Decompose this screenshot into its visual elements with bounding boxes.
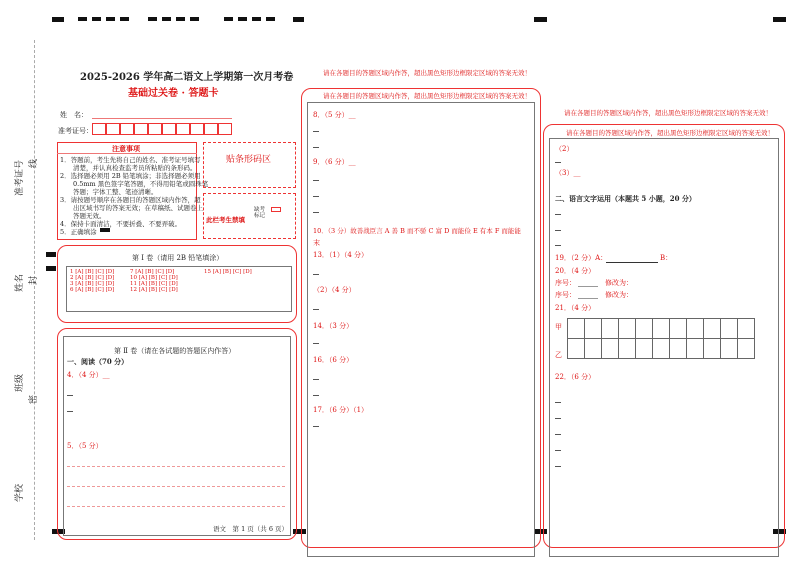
q8-label: 8．（5 分）__ <box>313 111 356 119</box>
q14-label: 14．（3 分） <box>313 322 354 330</box>
part1-title: 一、阅读（70 分） <box>67 357 129 366</box>
name-field[interactable] <box>92 118 232 119</box>
q13-2-label: （2）（4 分） <box>313 286 356 294</box>
timing-mark <box>46 266 56 271</box>
warning-top-col3: 请在各题目的答题区域内作答，超出黑色矩形边框限定区域的答案无效！ <box>564 109 772 117</box>
timing-mark <box>773 17 786 22</box>
timing-mark <box>238 17 247 21</box>
section2-title: 第 Ⅱ 卷（请在各试题的答题区内作答） <box>114 347 236 355</box>
timing-mark <box>534 17 547 22</box>
q21-writing-grid[interactable] <box>567 318 755 359</box>
notice-title: 注意事项 <box>112 144 140 153</box>
q16-label: 16．（6 分） <box>313 356 354 364</box>
timing-mark <box>266 17 275 21</box>
side-label-exam-no: 准考证号 <box>15 159 25 196</box>
missing-label: 缺考 标记 <box>254 207 266 219</box>
timing-mark <box>78 17 87 21</box>
side-label-school: 学校 <box>15 483 25 502</box>
warning-col3: 请在各题目的答题区域内作答，超出黑色矩形边框限定区域的答案无效！ <box>566 129 774 137</box>
q19-label: 19．（2 分）A： <box>555 254 608 262</box>
timing-mark <box>190 17 199 21</box>
q20-seq-a-field[interactable] <box>578 286 598 287</box>
q9-label: 9．（6 分）__ <box>313 158 356 166</box>
timing-mark <box>148 17 157 21</box>
warning-col2: 请在各题目的答题区域内作答，超出黑色矩形边框限定区域的答案无效！ <box>323 92 531 100</box>
choice-col-1[interactable]: 1 [A] [B] [C] [D] 2 [A] [B] [C] [D] 3 [A] [B] [C] [D] 6 [A] [B] [C] [D] <box>70 269 115 293</box>
q22-label: 22．（6 分） <box>555 373 596 381</box>
forbidden-label: 此栏考生禁填 <box>206 216 245 224</box>
q17-label: 17．（6 分）（1） <box>313 406 369 414</box>
timing-mark <box>106 17 115 21</box>
name-label: 姓 名： <box>60 111 88 119</box>
notice-list: 1．答题前，考生先将自己的姓名、准考证号填写 清楚，并认真检查监考员所粘贴的条形码。 2．选择题必须用 2B 铅笔填涂；非选择题必须用 0.5mm 黑色签字笔答题，不得用铅笔或圆珠笔 答题；字体工整、笔迹清晰。 3．请按题号顺序在各题目的答题区域内作答，超 出区域书写的答案无效；在草稿纸、试题卷上 答题无效。 4．保持卡面清洁，不要折叠、不要弄破。 5．正确填涂 <box>60 156 209 236</box>
missing-mark-box[interactable] <box>271 207 281 212</box>
q20-fix-b: 修改为： <box>605 291 633 299</box>
q20-fix-a: 修改为： <box>605 279 633 287</box>
section1-title: 第 Ⅰ 卷（请用 2B 铅笔填涂） <box>132 254 224 262</box>
timing-mark <box>52 17 64 22</box>
q17-3-label: （3）__ <box>555 169 581 177</box>
exam-no-boxes[interactable] <box>92 123 240 135</box>
timing-mark <box>120 17 129 21</box>
q21-label: 21．（4 分） <box>555 304 596 312</box>
q13-label: 13．（1）（4 分） <box>313 251 369 259</box>
grid-row-label-2: 乙 <box>555 351 562 359</box>
choice-col-2[interactable]: 7 [A] [B] [C] [D] 10 [A] [B] [C] [D] 11 [A] [B] [C] [D] 12 [A] [B] [C] [D] <box>130 269 178 293</box>
side-label-name: 姓名 <box>15 273 25 292</box>
page-footer: 语文 第 1 页（共 6 页） <box>213 525 289 533</box>
q20-seq-a: 序号： <box>555 279 576 287</box>
timing-mark <box>162 17 171 21</box>
q10-label: 10．（3 分）故善战臣言 A 善 B 而不骄 C 富 D 而能俭 E 有本 F 而能能 <box>313 227 521 235</box>
exam-title: 2025-2026 学年高二语文上学期第一次月考卷 <box>80 72 294 83</box>
exam-no-label: 准考证号： <box>58 127 93 135</box>
q19-b-label: B： <box>660 254 673 262</box>
card-subtitle: 基础过关卷 · 答题卡 <box>128 88 219 99</box>
q17-2-label: （2） <box>555 145 574 153</box>
q4-label: 4．（4 分）__ <box>67 371 110 379</box>
timing-mark <box>224 17 233 21</box>
part2-title: 二、语言文字运用（本题共 5 小题，20 分） <box>555 194 696 203</box>
binding-line <box>34 40 35 540</box>
q5-label: 5．（5 分） <box>67 442 103 450</box>
timing-mark <box>92 17 101 21</box>
warning-top-col2: 请在各题目的答题区域内作答，超出黑色矩形边框限定区域的答案无效！ <box>323 69 531 77</box>
side-label-seal: 封 <box>29 275 39 285</box>
correct-fill-sample <box>100 228 110 232</box>
grid-row-label-1: 甲 <box>555 323 562 331</box>
q20-label: 20．（4 分） <box>555 267 596 275</box>
side-label-line: 线 <box>29 158 39 168</box>
timing-mark <box>293 17 304 22</box>
q20-seq-b: 序号： <box>555 291 576 299</box>
timing-mark <box>46 252 56 257</box>
timing-mark <box>252 17 261 21</box>
barcode-label: 贴条形码区 <box>226 155 272 165</box>
q20-seq-b-field[interactable] <box>578 298 598 299</box>
timing-mark <box>176 17 185 21</box>
barcode-area <box>203 142 296 188</box>
side-label-secret: 密 <box>29 394 39 404</box>
q19-answer-a[interactable] <box>606 262 658 263</box>
q10-label-cont: 末 <box>313 239 320 247</box>
side-label-class: 班级 <box>15 373 25 392</box>
choice-col-3[interactable]: 15 [A] [B] [C] [D] <box>204 269 252 275</box>
